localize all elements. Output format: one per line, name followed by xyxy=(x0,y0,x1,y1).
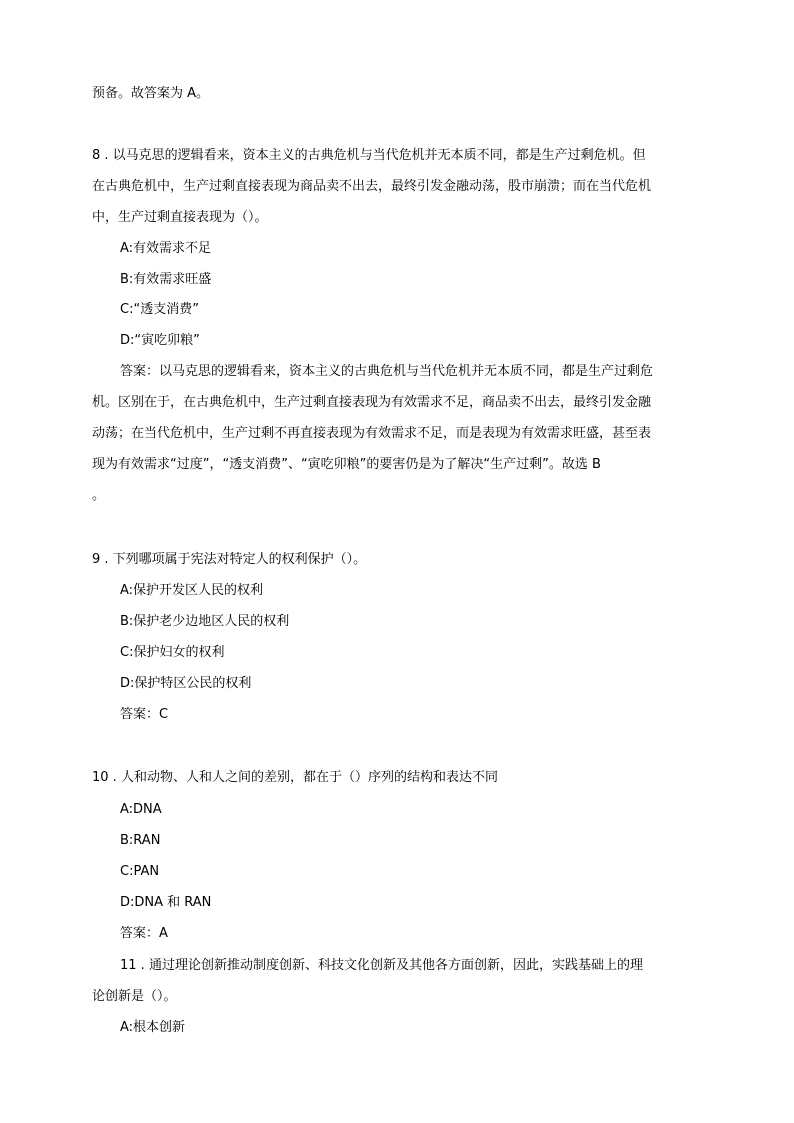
option-d: D:“寅吃卯粮” xyxy=(120,333,200,348)
option-c: C:保护妇女的权利 xyxy=(120,645,225,660)
answer: 答案：C xyxy=(120,707,169,722)
answer-line: 答案：以马克思的逻辑看来，资本主义的古典危机与当代危机并无本质不同，都是生产过剩危 xyxy=(120,364,654,379)
option-b: B:保护老少边地区人民的权利 xyxy=(120,614,290,629)
option-c: C:PAN xyxy=(120,864,160,879)
question-text-line: 在古典危机中，生产过剩直接表现为商品卖不出去，最终引发金融动荡，股市崩溃；而在当代危机 xyxy=(92,179,652,194)
question-text-line: 论创新是（）。 xyxy=(92,989,177,1004)
option-d: D:保护特区公民的权利 xyxy=(120,676,252,691)
option-b: B:RAN xyxy=(120,833,161,848)
option-d: D:DNA 和 RAN xyxy=(120,895,212,910)
answer-line: 现为有效需求“过度”，“透支消费”、“寅吃卯粮”的要害仍是为了解决“生产过剩”。故选 B xyxy=(92,457,601,472)
option-a: A:有效需求不足 xyxy=(120,241,212,256)
option-b: B:有效需求旺盛 xyxy=(120,272,212,287)
intro-line: 预备。故答案为 A。 xyxy=(92,86,210,101)
option-a: A:根本创新 xyxy=(120,1020,186,1035)
option-a: A:保护开发区人民的权利 xyxy=(120,583,264,598)
answer-line: 机。区别在于，在古典危机中，生产过剩直接表现为有效需求不足，商品卖不出去，最终引发金融 xyxy=(92,395,652,410)
question-text-line: 8 . 以马克思的逻辑看来，资本主义的古典危机与当代危机并无本质不同，都是生产过剩危机。但 xyxy=(92,148,646,163)
answer: 答案：A xyxy=(120,926,168,941)
question-text-line: 中，生产过剩直接表现为（）。 xyxy=(92,210,268,225)
question-text: 10 . 人和动物、人和人之间的差别，都在于（）序列的结构和表达不同 xyxy=(92,770,498,785)
answer-line: 。 xyxy=(92,488,106,503)
question-text-line: 11 . 通过理论创新推动制度创新、科技文化创新及其他各方面创新，因此，实践基础上的理 xyxy=(120,958,643,973)
answer-line: 动荡；在当代危机中，生产过剩不再直接表现为有效需求不足，而是表现为有效需求旺盛，甚至表 xyxy=(92,426,652,441)
option-a: A:DNA xyxy=(120,802,162,817)
question-text: 9 . 下列哪项属于宪法对特定人的权利保护（）。 xyxy=(92,552,367,567)
option-c: C:“透支消费” xyxy=(120,302,199,317)
